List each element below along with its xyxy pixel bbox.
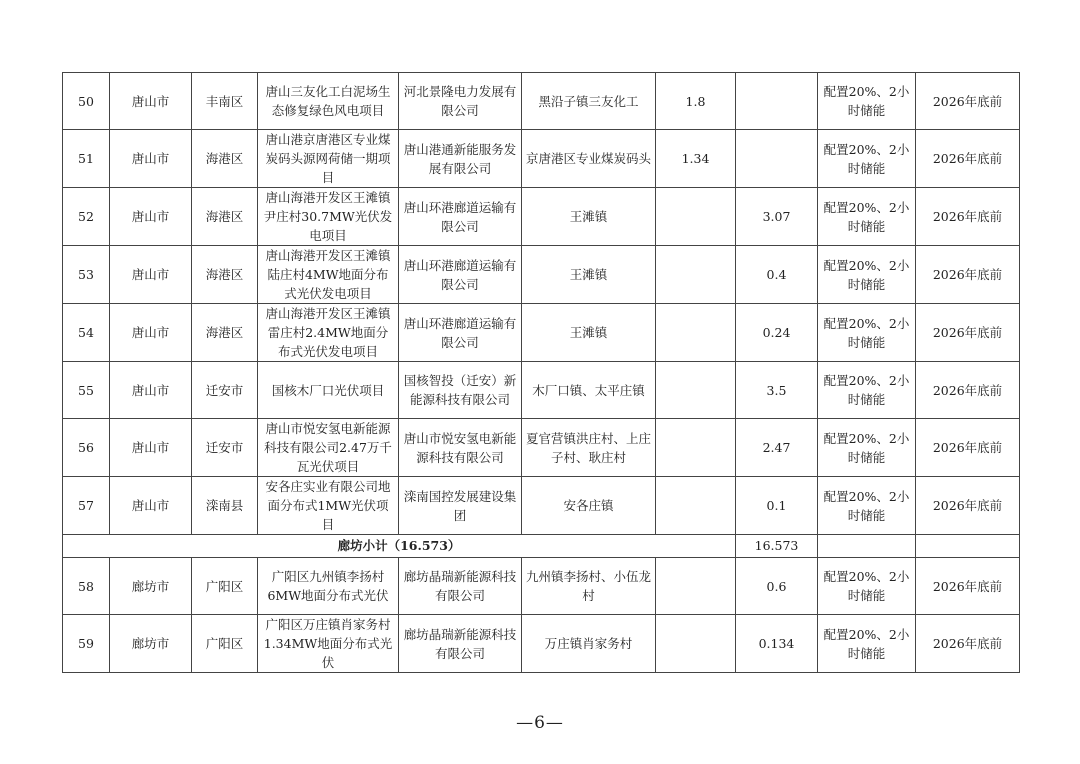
cell-deadline: 2026年底前 bbox=[916, 419, 1020, 477]
cell-location: 木厂口镇、太平庄镇 bbox=[522, 362, 656, 419]
table-row bbox=[63, 304, 1020, 362]
cell-city: 唐山市 bbox=[110, 73, 192, 130]
cell-company: 国核智投（迁安）新能源科技有限公司 bbox=[399, 362, 522, 419]
page-number: —6— bbox=[516, 713, 564, 733]
cell-storage: 配置20%、2小时储能 bbox=[818, 73, 916, 130]
cell-location: 京唐港区专业煤炭码头 bbox=[522, 130, 656, 188]
cell-capacity-b: 0.24 bbox=[736, 304, 818, 362]
cell-no: 55 bbox=[63, 362, 110, 419]
cell-deadline: 2026年底前 bbox=[916, 477, 1020, 535]
cell-capacity-a bbox=[656, 615, 736, 673]
cell-city: 唐山市 bbox=[110, 188, 192, 246]
cell-city: 唐山市 bbox=[110, 130, 192, 188]
cell-storage: 配置20%、2小时储能 bbox=[818, 188, 916, 246]
cell-city: 廊坊市 bbox=[110, 615, 192, 673]
cell-company: 廊坊晶瑞新能源科技有限公司 bbox=[399, 558, 522, 615]
cell-location: 夏官营镇洪庄村、上庄子村、耿庄村 bbox=[522, 419, 656, 477]
cell-no: 59 bbox=[63, 615, 110, 673]
cell-project: 唐山海港开发区王滩镇雷庄村2.4MW地面分布式光伏发电项目 bbox=[258, 304, 399, 362]
cell-storage: 配置20%、2小时储能 bbox=[818, 477, 916, 535]
cell-capacity-a bbox=[656, 188, 736, 246]
cell-company: 唐山环港廊道运输有限公司 bbox=[399, 304, 522, 362]
table-row bbox=[63, 246, 1020, 304]
cell-capacity-a bbox=[656, 477, 736, 535]
subtotal-label: 廊坊小计（16.573） bbox=[63, 535, 736, 558]
cell-district: 海港区 bbox=[192, 130, 258, 188]
cell-district: 滦南县 bbox=[192, 477, 258, 535]
cell-district: 迁安市 bbox=[192, 419, 258, 477]
cell-city: 唐山市 bbox=[110, 477, 192, 535]
cell-capacity-a bbox=[656, 362, 736, 419]
cell-capacity-b: 0.6 bbox=[736, 558, 818, 615]
cell-company: 唐山市悦安氢电新能源科技有限公司 bbox=[399, 419, 522, 477]
cell-district: 海港区 bbox=[192, 246, 258, 304]
cell-project: 安各庄实业有限公司地面分布式1MW光伏项目 bbox=[258, 477, 399, 535]
cell-district: 海港区 bbox=[192, 188, 258, 246]
cell-capacity-a bbox=[656, 419, 736, 477]
cell-capacity-b bbox=[736, 130, 818, 188]
cell-city: 廊坊市 bbox=[110, 558, 192, 615]
cell-deadline: 2026年底前 bbox=[916, 615, 1020, 673]
subtotal-row bbox=[63, 535, 1020, 558]
cell-storage: 配置20%、2小时储能 bbox=[818, 419, 916, 477]
cell-capacity-b bbox=[736, 73, 818, 130]
cell-location: 九州镇李扬村、小伍龙村 bbox=[522, 558, 656, 615]
cell-no: 54 bbox=[63, 304, 110, 362]
cell-storage: 配置20%、2小时储能 bbox=[818, 304, 916, 362]
cell-location: 万庄镇肖家务村 bbox=[522, 615, 656, 673]
table-row bbox=[63, 419, 1020, 477]
cell-district: 丰南区 bbox=[192, 73, 258, 130]
cell-city: 唐山市 bbox=[110, 304, 192, 362]
cell-storage: 配置20%、2小时储能 bbox=[818, 130, 916, 188]
cell-deadline: 2026年底前 bbox=[916, 130, 1020, 188]
table-row bbox=[63, 558, 1020, 615]
cell-no: 53 bbox=[63, 246, 110, 304]
cell-company: 唐山港通新能服务发展有限公司 bbox=[399, 130, 522, 188]
cell-location: 黑沿子镇三友化工 bbox=[522, 73, 656, 130]
cell-deadline: 2026年底前 bbox=[916, 304, 1020, 362]
cell-city: 唐山市 bbox=[110, 419, 192, 477]
table-row bbox=[63, 615, 1020, 673]
cell-no: 56 bbox=[63, 419, 110, 477]
cell-district: 广阳区 bbox=[192, 558, 258, 615]
cell-deadline: 2026年底前 bbox=[916, 246, 1020, 304]
cell-project: 唐山港京唐港区专业煤炭码头源网荷储一期项目 bbox=[258, 130, 399, 188]
cell-capacity-b: 3.5 bbox=[736, 362, 818, 419]
cell-location: 王滩镇 bbox=[522, 188, 656, 246]
subtotal-empty-cell bbox=[818, 535, 916, 558]
cell-city: 唐山市 bbox=[110, 362, 192, 419]
cell-capacity-a: 1.34 bbox=[656, 130, 736, 188]
cell-company: 滦南国控发展建设集团 bbox=[399, 477, 522, 535]
cell-deadline: 2026年底前 bbox=[916, 73, 1020, 130]
cell-storage: 配置20%、2小时储能 bbox=[818, 558, 916, 615]
cell-deadline: 2026年底前 bbox=[916, 558, 1020, 615]
table-row bbox=[63, 188, 1020, 246]
cell-project: 国核木厂口光伏项目 bbox=[258, 362, 399, 419]
cell-capacity-b: 0.1 bbox=[736, 477, 818, 535]
cell-city: 唐山市 bbox=[110, 246, 192, 304]
cell-capacity-a bbox=[656, 558, 736, 615]
cell-no: 50 bbox=[63, 73, 110, 130]
cell-company: 唐山环港廊道运输有限公司 bbox=[399, 188, 522, 246]
cell-no: 52 bbox=[63, 188, 110, 246]
cell-capacity-b: 3.07 bbox=[736, 188, 818, 246]
table-row bbox=[63, 362, 1020, 419]
cell-location: 王滩镇 bbox=[522, 304, 656, 362]
cell-storage: 配置20%、2小时储能 bbox=[818, 246, 916, 304]
cell-company: 河北景隆电力发展有限公司 bbox=[399, 73, 522, 130]
cell-district: 迁安市 bbox=[192, 362, 258, 419]
cell-capacity-b: 0.4 bbox=[736, 246, 818, 304]
cell-storage: 配置20%、2小时储能 bbox=[818, 362, 916, 419]
cell-no: 57 bbox=[63, 477, 110, 535]
cell-project: 广阳区万庄镇肖家务村1.34MW地面分布式光伏 bbox=[258, 615, 399, 673]
cell-project: 唐山海港开发区王滩镇尹庄村30.7MW光伏发电项目 bbox=[258, 188, 399, 246]
cell-no: 58 bbox=[63, 558, 110, 615]
cell-deadline: 2026年底前 bbox=[916, 362, 1020, 419]
project-table bbox=[62, 72, 1020, 673]
subtotal-value: 16.573 bbox=[736, 535, 818, 558]
table-body bbox=[63, 73, 1020, 673]
cell-capacity-b: 2.47 bbox=[736, 419, 818, 477]
cell-project: 唐山海港开发区王滩镇陆庄村4MW地面分布式光伏发电项目 bbox=[258, 246, 399, 304]
cell-project: 唐山三友化工白泥场生态修复绿色风电项目 bbox=[258, 73, 399, 130]
table-row bbox=[63, 477, 1020, 535]
cell-capacity-a bbox=[656, 246, 736, 304]
cell-deadline: 2026年底前 bbox=[916, 188, 1020, 246]
cell-capacity-b: 0.134 bbox=[736, 615, 818, 673]
cell-storage: 配置20%、2小时储能 bbox=[818, 615, 916, 673]
cell-company: 唐山环港廊道运输有限公司 bbox=[399, 246, 522, 304]
subtotal-empty-cell bbox=[916, 535, 1020, 558]
cell-district: 海港区 bbox=[192, 304, 258, 362]
table-row bbox=[63, 130, 1020, 188]
cell-project: 唐山市悦安氢电新能源科技有限公司2.47万千瓦光伏项目 bbox=[258, 419, 399, 477]
cell-company: 廊坊晶瑞新能源科技有限公司 bbox=[399, 615, 522, 673]
cell-project: 广阳区九州镇李扬村6MW地面分布式光伏 bbox=[258, 558, 399, 615]
cell-location: 王滩镇 bbox=[522, 246, 656, 304]
cell-capacity-a: 1.8 bbox=[656, 73, 736, 130]
cell-location: 安各庄镇 bbox=[522, 477, 656, 535]
cell-district: 广阳区 bbox=[192, 615, 258, 673]
table-row bbox=[63, 73, 1020, 130]
cell-capacity-a bbox=[656, 304, 736, 362]
cell-no: 51 bbox=[63, 130, 110, 188]
